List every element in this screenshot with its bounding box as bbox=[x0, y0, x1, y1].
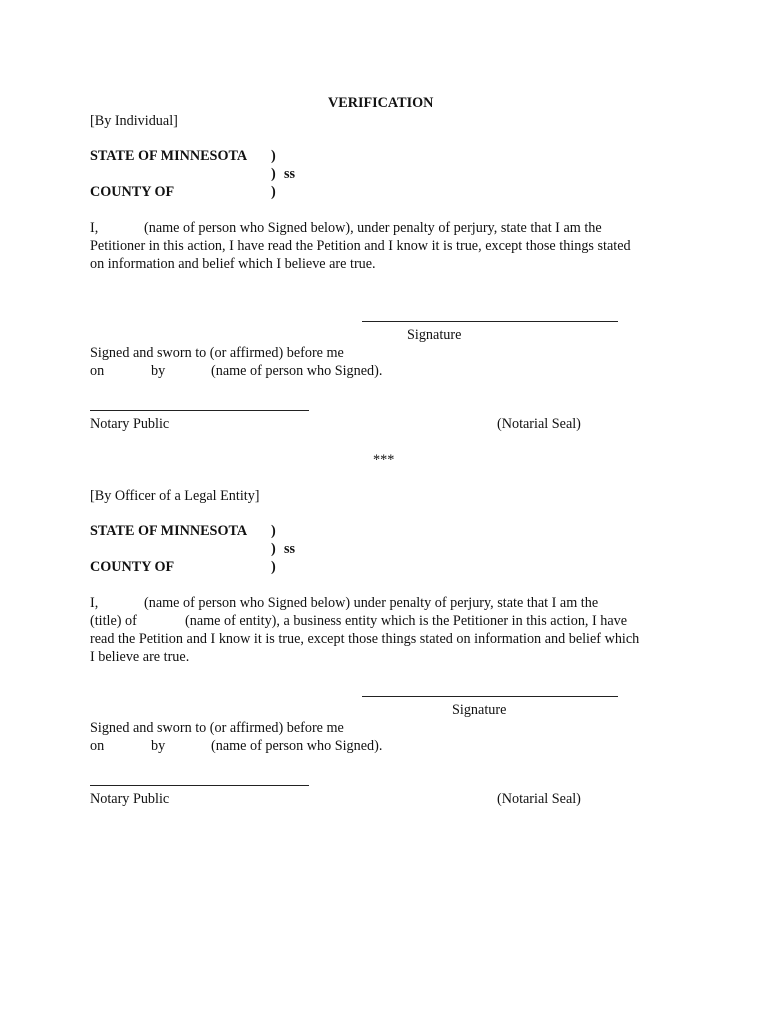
individual-statement-i: I, bbox=[90, 220, 99, 236]
document-title: VERIFICATION bbox=[328, 95, 434, 111]
officer-venue-paren-1: ) bbox=[271, 523, 276, 539]
officer-statement-title-of: (title) of bbox=[90, 613, 137, 629]
officer-sworn-line: Signed and sworn to (or affirmed) before me bbox=[90, 720, 344, 736]
individual-sworn-line: Signed and sworn to (or affirmed) before me bbox=[90, 345, 344, 361]
individual-venue-paren-2: ) bbox=[271, 166, 276, 182]
individual-venue-paren-1: ) bbox=[271, 148, 276, 164]
officer-sworn-on: on bbox=[90, 738, 105, 754]
individual-venue-paren-3: ) bbox=[271, 184, 276, 200]
officer-statement-line-2: (name of entity), a business entity which is the Petitioner in this action, I have bbox=[185, 613, 628, 629]
individual-sworn-by: by bbox=[151, 363, 166, 379]
individual-signature-line bbox=[362, 321, 618, 322]
officer-venue-ss: ss bbox=[284, 541, 296, 557]
officer-statement-line-4: I believe are true. bbox=[90, 649, 190, 665]
officer-signature-line bbox=[362, 696, 618, 697]
officer-section-heading: [By Officer of a Legal Entity] bbox=[90, 488, 260, 504]
individual-notary-label: Notary Public bbox=[90, 416, 170, 432]
individual-statement-line-3: on information and belief which I believe are true. bbox=[90, 256, 376, 272]
officer-sworn-name: (name of person who Signed). bbox=[211, 738, 383, 754]
individual-statement-line-1: (name of person who Signed below), under penalty of perjury, state that I am the bbox=[144, 220, 602, 236]
officer-state-label: STATE OF MINNESOTA bbox=[90, 523, 248, 539]
officer-statement-i: I, bbox=[90, 595, 99, 611]
individual-seal-label: (Notarial Seal) bbox=[497, 416, 581, 432]
officer-notary-label: Notary Public bbox=[90, 791, 170, 807]
individual-state-label: STATE OF MINNESOTA bbox=[90, 148, 248, 164]
officer-venue-paren-2: ) bbox=[271, 541, 276, 557]
individual-county-label: COUNTY OF bbox=[90, 184, 175, 200]
section-separator: *** bbox=[373, 452, 395, 468]
individual-notary-line bbox=[90, 410, 309, 411]
officer-signature-label: Signature bbox=[452, 702, 507, 718]
officer-notary-line bbox=[90, 785, 309, 786]
officer-statement-line-1: (name of person who Signed below) under penalty of perjury, state that I am the bbox=[144, 595, 599, 611]
officer-venue-paren-3: ) bbox=[271, 559, 276, 575]
individual-signature-label: Signature bbox=[407, 327, 462, 343]
individual-venue-ss: ss bbox=[284, 166, 296, 182]
officer-seal-label: (Notarial Seal) bbox=[497, 791, 581, 807]
individual-statement-line-2: Petitioner in this action, I have read the Petition and I know it is true, except those things stated bbox=[90, 238, 631, 254]
individual-section-heading: [By Individual] bbox=[90, 113, 178, 129]
officer-county-label: COUNTY OF bbox=[90, 559, 175, 575]
individual-sworn-name: (name of person who Signed). bbox=[211, 363, 383, 379]
individual-sworn-on: on bbox=[90, 363, 105, 379]
officer-sworn-by: by bbox=[151, 738, 166, 754]
officer-statement-line-3: read the Petition and I know it is true, except those things stated on information and belief which bbox=[90, 631, 640, 647]
